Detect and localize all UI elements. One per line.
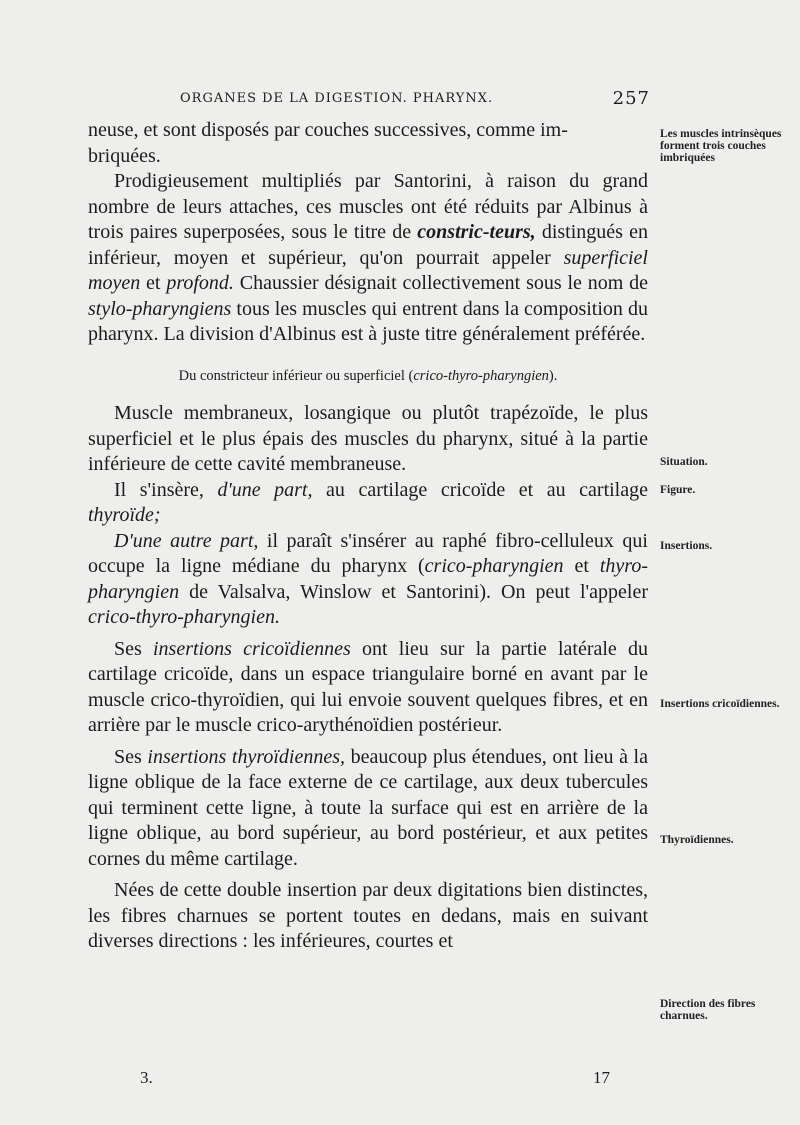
margin-note-figure: Figure. [660,484,696,496]
paragraph-fibres: Nées de cette double insertion par deux digitations bien distinctes, les fibres charnues se portent toutes en dedans, mais en suivant diverses directions : les inférieures, courtes et [88,879,648,952]
margin-note-insertions: Insertions. [660,540,713,552]
main-text [88,118,648,955]
text-run: Prodigieusement multipliés par Santorini, à raison du grand nombre de leurs attaches, ces muscles ont été réduits par Albinus à trois paires superposées, sous le titre de [88,170,648,243]
text-run: ont lieu sur la partie latérale du cartilage cricoïde, dans un espace triangulaire borné en avant par le muscle crico-thyroïdien, qui lui envoie souvent quelques fibres, et en arrière par le muscle crico-arythénoïdien postérieur. [88,637,648,736]
paragraph-insertions [88,478,648,529]
term-crico-pharyngien: crico-pharyngien [424,555,564,577]
term-profond: profond. [166,272,234,294]
text-run: ). [548,367,558,384]
term-une-part: d'une part, [217,478,313,501]
term-stylo-pharyngiens: stylo-pharyngiens [88,297,232,320]
running-title: ORGANES DE LA DIGESTION. PHARYNX. [180,91,494,106]
page-number: 257 [612,88,650,109]
term-insertions-thyroidiennes: insertions thyroïdiennes, [147,745,346,768]
term-autre-part: D'une autre part, [114,529,259,552]
text-run: et [140,272,167,294]
term-crico-thyro-pharyngien: crico-thyro-pharyngien [413,367,549,384]
term-thyro-pharyngien: thyro-pharyngien [88,555,648,603]
term-insertions-cricoidiennes: insertions cricoïdiennes [152,637,351,660]
paragraph-cricoidiennes [88,637,648,739]
text-run: Du constricteur inférieur ou superficiel ( [178,367,414,384]
text-run: de Valsalva, Winslow et Santorini). On peut l'appeler [179,580,648,603]
margin-note-imbriquees: Les muscles intrinsèques forment trois couches imbriquées [660,128,782,164]
term-crico-thyro-pharyngien: crico-thyro-pharyngien. [88,606,280,628]
text-run: Ses [114,637,153,660]
paragraph-situation: Muscle membraneux, losangique ou plutôt trapézoïde, le plus superficiel et le plus épais des muscles du pharynx, situé à la partie inférieure de cette cavité membraneuse. [88,402,648,475]
paragraph-continuation [88,118,648,169]
term-constricteurs: constric-teurs, [417,221,536,243]
text-run: Ses [114,745,148,768]
text-run: distingués en inférieur, moyen et supérieur, qu'on pourrait appeler [88,221,648,269]
paragraph-raphe [88,529,648,631]
margin-note-direction: Direction des fibres charnues. [660,998,756,1022]
sheet-number: 17 [593,1068,610,1087]
text-run: il paraît s'insérer au raphé fibro-celluleux qui occupe la ligne médiane du pharynx ( [88,529,648,577]
text-run: et [563,555,600,577]
text-run: tous les muscles qui entrent dans la composition du pharynx. La division d'Albinus est à juste titre généralement préférée. [88,297,648,345]
text-run: Il s'insère, [114,478,218,501]
paragraph-santorini [88,169,648,348]
section-heading [88,364,648,390]
margin-note-situation: Situation. [660,456,708,468]
term-superficiel-moyen: superficiel moyen [88,246,648,294]
signature-mark: 3. [140,1068,153,1087]
paragraph-thyroidiennes [88,745,648,873]
text-run: briquées. [88,144,161,167]
text-run: beaucoup plus étendues, ont lieu à la ligne oblique de la face externe de ce cartilage, aux deux tubercules qui terminent cette ligne, à toute la surface qui est en arrière de la ligne oblique, au bord supérieur, au bord postérieur, et aux petites cornes du même cartilage. [88,745,648,870]
text-run: au cartilage cricoïde et au cartilage [312,478,648,501]
text-run: Chaussier désignait collectivement sous le nom de [233,272,648,294]
term-thyroide: thyroïde; [88,504,161,526]
margin-note-cricoidiennes: Insertions cricoïdiennes. [660,698,780,710]
text-run: neuse, et sont disposés par couches successives, comme im- [88,119,568,141]
margin-note-thyroidiennes: Thyroïdiennes. [660,834,734,846]
